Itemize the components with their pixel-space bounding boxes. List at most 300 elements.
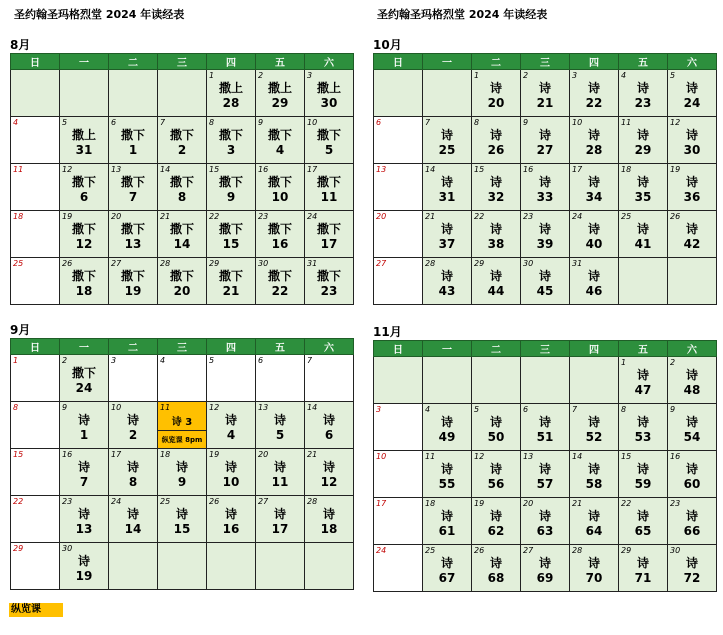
day-number: 19 <box>670 165 681 174</box>
reading-chapter: 22 <box>585 96 603 110</box>
day-number: 13 <box>523 452 534 461</box>
day-number: 17 <box>376 499 387 508</box>
weekday-header-row <box>374 54 717 70</box>
reading-chapter: 28 <box>222 96 240 110</box>
page-title-left: 圣约翰圣玛格烈堂 2024 年读经表 <box>14 8 185 21</box>
reading-chapter: 13 <box>75 522 93 536</box>
day-cell <box>305 211 354 258</box>
day-number: 6 <box>111 118 117 127</box>
day-cell <box>11 258 60 305</box>
reading-book: 撒下 <box>267 269 292 283</box>
reading-book: 撒上 <box>71 128 96 142</box>
reading-book: 诗 <box>636 368 649 382</box>
day-cell <box>60 164 109 211</box>
reading-chapter: 34 <box>585 190 603 204</box>
weekday-header: 五 <box>256 339 305 355</box>
day-number: 13 <box>111 165 122 174</box>
reading-book: 诗 <box>587 415 600 429</box>
day-number: 10 <box>111 403 122 412</box>
reading-chapter: 11 <box>271 475 289 489</box>
day-cell <box>11 543 60 590</box>
day-cell <box>11 449 60 496</box>
reading-chapter: 5 <box>324 143 334 157</box>
reading-chapter: 58 <box>585 477 603 491</box>
weekday-header: 一 <box>423 54 472 70</box>
day-cell <box>158 211 207 258</box>
reading-chapter: 30 <box>320 96 338 110</box>
reading-book: 撒上 <box>218 81 243 95</box>
day-cell <box>305 70 354 117</box>
day-number: 26 <box>670 212 681 221</box>
reading-book: 诗 <box>77 413 90 427</box>
day-number: 25 <box>13 259 24 268</box>
day-number: 19 <box>209 450 220 459</box>
day-number: 20 <box>523 499 534 508</box>
day-cell <box>374 451 423 498</box>
reading-book: 诗 <box>685 368 698 382</box>
empty-cell <box>668 258 717 305</box>
day-number: 8 <box>621 405 627 414</box>
week-row <box>11 117 354 164</box>
reading-chapter: 36 <box>683 190 701 204</box>
empty-cell <box>423 70 472 117</box>
reading-book: 诗 <box>489 175 502 189</box>
highlight-divider <box>158 430 206 431</box>
day-number: 22 <box>474 212 485 221</box>
day-number: 27 <box>523 546 534 555</box>
reading-book: 诗 <box>636 556 649 570</box>
day-number: 10 <box>572 118 583 127</box>
weekday-header: 六 <box>668 54 717 70</box>
reading-book: 诗 <box>126 413 139 427</box>
reading-book: 诗 <box>440 175 453 189</box>
reading-chapter: 17 <box>320 237 338 251</box>
reading-chapter: 16 <box>222 522 240 536</box>
reading-book: 诗 <box>489 462 502 476</box>
day-number: 30 <box>523 259 534 268</box>
day-number: 19 <box>474 499 485 508</box>
day-cell <box>619 70 668 117</box>
day-number: 24 <box>376 546 387 555</box>
day-cell <box>207 258 256 305</box>
reading-chapter: 37 <box>438 237 456 251</box>
reading-book: 诗 <box>636 415 649 429</box>
day-number: 6 <box>258 356 264 365</box>
day-cell <box>472 545 521 592</box>
day-number: 22 <box>209 212 220 221</box>
weekday-header: 一 <box>60 339 109 355</box>
reading-chapter: 54 <box>683 430 701 444</box>
reading-chapter: 27 <box>536 143 554 157</box>
reading-chapter: 1 <box>79 428 89 442</box>
reading-book: 诗 <box>126 460 139 474</box>
day-cell <box>619 117 668 164</box>
day-cell <box>60 258 109 305</box>
weekday-header: 日 <box>11 54 60 70</box>
reading-chapter: 25 <box>438 143 456 157</box>
reading-chapter: 8 <box>128 475 138 489</box>
reading-book: 诗 <box>636 81 649 95</box>
reading-chapter: 9 <box>226 190 236 204</box>
day-number: 28 <box>425 259 436 268</box>
weekday-header: 一 <box>423 341 472 357</box>
day-cell <box>11 402 60 449</box>
day-number: 9 <box>523 118 529 127</box>
day-number: 27 <box>258 497 269 506</box>
day-number: 7 <box>307 356 313 365</box>
empty-cell <box>521 357 570 404</box>
day-cell <box>60 355 109 402</box>
day-number: 15 <box>474 165 485 174</box>
day-cell <box>256 449 305 496</box>
week-row <box>11 496 354 543</box>
week-row <box>11 355 354 402</box>
reading-chapter: 12 <box>320 475 338 489</box>
week-row <box>374 258 717 305</box>
day-number: 18 <box>425 499 436 508</box>
reading-chapter: 24 <box>683 96 701 110</box>
reading-book: 诗 <box>489 128 502 142</box>
day-number: 22 <box>13 497 24 506</box>
reading-chapter: 9 <box>177 475 187 489</box>
reading-book: 撒下 <box>71 175 96 189</box>
day-cell <box>60 543 109 590</box>
day-cell <box>109 496 158 543</box>
day-number: 21 <box>572 499 583 508</box>
reading-chapter: 23 <box>634 96 652 110</box>
reading-chapter: 3 <box>226 143 236 157</box>
day-number: 26 <box>209 497 220 506</box>
day-cell <box>305 117 354 164</box>
day-number: 28 <box>160 259 171 268</box>
week-row <box>374 451 717 498</box>
weekday-header: 一 <box>60 54 109 70</box>
day-cell <box>423 498 472 545</box>
day-cell <box>472 70 521 117</box>
day-cell <box>423 404 472 451</box>
day-cell <box>668 451 717 498</box>
day-cell <box>570 70 619 117</box>
day-cell <box>619 357 668 404</box>
calendar-table <box>10 53 354 305</box>
day-cell <box>668 117 717 164</box>
day-cell <box>207 355 256 402</box>
day-number: 14 <box>307 403 318 412</box>
reading-book: 诗 <box>538 81 551 95</box>
reading-book: 撒下 <box>71 366 96 380</box>
day-number: 24 <box>307 212 318 221</box>
day-cell <box>619 451 668 498</box>
week-row <box>374 117 717 164</box>
reading-chapter: 50 <box>487 430 505 444</box>
day-cell <box>521 451 570 498</box>
reading-chapter: 53 <box>634 430 652 444</box>
day-number: 22 <box>621 499 632 508</box>
day-cell <box>668 70 717 117</box>
month-label: 8月 <box>10 38 31 52</box>
day-cell <box>472 211 521 258</box>
day-cell <box>256 402 305 449</box>
day-cell <box>668 211 717 258</box>
day-cell <box>521 117 570 164</box>
day-cell <box>207 70 256 117</box>
day-cell <box>570 545 619 592</box>
reading-book: 撒下 <box>316 175 341 189</box>
day-number: 1 <box>209 71 215 80</box>
reading-book: 撒下 <box>71 269 96 283</box>
reading-chapter: 17 <box>271 522 289 536</box>
reading-book: 诗 <box>538 128 551 142</box>
reading-book: 诗 <box>126 507 139 521</box>
month-october <box>373 38 717 305</box>
day-number: 2 <box>670 358 676 367</box>
reading-book: 撒下 <box>169 222 194 236</box>
empty-cell <box>60 70 109 117</box>
reading-book: 诗 <box>538 462 551 476</box>
reading-chapter: 59 <box>634 477 652 491</box>
reading-book: 诗 <box>322 507 335 521</box>
reading-chapter: 19 <box>124 284 142 298</box>
weekday-header: 六 <box>305 54 354 70</box>
day-number: 21 <box>307 450 318 459</box>
day-cell <box>207 164 256 211</box>
reading-chapter: 46 <box>585 284 603 298</box>
reading-book: 诗 <box>685 81 698 95</box>
reading-book: 撒上 <box>267 81 292 95</box>
weekday-header: 五 <box>256 54 305 70</box>
reading-book: 诗 <box>636 222 649 236</box>
reading-book: 诗 <box>77 554 90 568</box>
reading-chapter: 64 <box>585 524 603 538</box>
reading-chapter: 1 <box>128 143 138 157</box>
calendar-table <box>10 338 354 590</box>
day-cell <box>472 498 521 545</box>
day-cell <box>109 402 158 449</box>
day-number: 17 <box>572 165 583 174</box>
day-number: 5 <box>209 356 215 365</box>
day-number: 10 <box>376 452 387 461</box>
empty-cell <box>423 357 472 404</box>
day-cell <box>305 402 354 449</box>
day-number: 29 <box>13 544 24 553</box>
day-cell <box>256 70 305 117</box>
reading-book: 诗 <box>685 175 698 189</box>
empty-cell <box>472 357 521 404</box>
weekday-header: 五 <box>619 54 668 70</box>
day-cell <box>374 211 423 258</box>
reading-book: 诗 <box>685 462 698 476</box>
reading-chapter: 14 <box>124 522 142 536</box>
day-cell <box>60 449 109 496</box>
day-number: 16 <box>258 165 269 174</box>
weekday-header: 日 <box>11 339 60 355</box>
day-number: 21 <box>160 212 171 221</box>
day-number: 23 <box>62 497 73 506</box>
weekday-header: 三 <box>521 341 570 357</box>
day-number: 11 <box>425 452 436 461</box>
day-cell <box>374 258 423 305</box>
weekday-header: 四 <box>570 341 619 357</box>
day-cell <box>619 545 668 592</box>
day-number: 21 <box>425 212 436 221</box>
day-cell <box>619 211 668 258</box>
reading-book: 撒下 <box>120 269 145 283</box>
day-number: 23 <box>523 212 534 221</box>
reading-chapter: 2 <box>128 428 138 442</box>
legend-overview-class: 纵览课 <box>9 603 63 617</box>
reading-book: 撒下 <box>218 222 243 236</box>
page-title-right: 圣约翰圣玛格烈堂 2024 年读经表 <box>377 8 548 21</box>
reading-book: 撒下 <box>218 269 243 283</box>
week-row <box>374 70 717 117</box>
reading-book: 诗 <box>440 269 453 283</box>
reading-chapter: 29 <box>634 143 652 157</box>
weekday-header: 三 <box>521 54 570 70</box>
day-number: 23 <box>670 499 681 508</box>
empty-cell <box>256 543 305 590</box>
reading-chapter: 48 <box>683 383 701 397</box>
reading-book: 撒下 <box>267 222 292 236</box>
reading-chapter: 66 <box>683 524 701 538</box>
day-cell <box>423 545 472 592</box>
day-number: 6 <box>523 405 529 414</box>
reading-chapter: 52 <box>585 430 603 444</box>
day-number: 12 <box>62 165 73 174</box>
empty-cell <box>11 70 60 117</box>
weekday-header: 二 <box>472 341 521 357</box>
weekday-header: 六 <box>305 339 354 355</box>
day-number: 16 <box>62 450 73 459</box>
reading-chapter: 45 <box>536 284 554 298</box>
reading-chapter: 51 <box>536 430 554 444</box>
day-cell <box>423 211 472 258</box>
day-cell <box>207 496 256 543</box>
empty-cell <box>109 70 158 117</box>
day-cell <box>619 404 668 451</box>
weekday-header-row <box>11 54 354 70</box>
day-number: 14 <box>425 165 436 174</box>
day-number: 13 <box>258 403 269 412</box>
calendar-table <box>373 53 717 305</box>
reading-book: 诗 <box>489 415 502 429</box>
day-number: 4 <box>13 118 19 127</box>
week-row <box>374 211 717 258</box>
day-cell <box>472 404 521 451</box>
day-number: 14 <box>160 165 171 174</box>
reading-book: 诗 <box>489 81 502 95</box>
reading-book: 撒上 <box>316 81 341 95</box>
reading-book: 撒下 <box>169 269 194 283</box>
day-number: 25 <box>425 546 436 555</box>
reading-book: 诗 <box>489 269 502 283</box>
reading-book: 诗 <box>538 222 551 236</box>
reading-book: 诗 <box>175 460 188 474</box>
reading-chapter: 65 <box>634 524 652 538</box>
day-number: 18 <box>621 165 632 174</box>
reading-chapter: 40 <box>585 237 603 251</box>
day-cell <box>60 496 109 543</box>
reading-book: 诗 3 <box>171 417 193 428</box>
day-cell <box>423 451 472 498</box>
reading-book: 诗 <box>77 460 90 474</box>
day-cell <box>521 211 570 258</box>
day-number: 18 <box>160 450 171 459</box>
day-cell <box>11 117 60 164</box>
reading-chapter: 35 <box>634 190 652 204</box>
day-number: 12 <box>474 452 485 461</box>
day-cell <box>570 498 619 545</box>
day-number: 11 <box>621 118 632 127</box>
reading-chapter: 28 <box>585 143 603 157</box>
empty-cell <box>158 543 207 590</box>
day-number: 11 <box>13 165 24 174</box>
reading-chapter: 43 <box>438 284 456 298</box>
reading-chapter: 49 <box>438 430 456 444</box>
weekday-header: 四 <box>207 54 256 70</box>
reading-chapter: 30 <box>683 143 701 157</box>
day-cell <box>158 402 207 449</box>
week-row <box>374 357 717 404</box>
reading-chapter: 47 <box>634 383 652 397</box>
day-number: 15 <box>13 450 24 459</box>
reading-book: 诗 <box>489 556 502 570</box>
day-cell <box>109 449 158 496</box>
reading-chapter: 31 <box>75 143 93 157</box>
day-number: 7 <box>572 405 578 414</box>
reading-chapter: 67 <box>438 571 456 585</box>
empty-cell <box>570 357 619 404</box>
week-row <box>11 402 354 449</box>
day-cell <box>158 355 207 402</box>
day-cell <box>570 404 619 451</box>
day-number: 17 <box>307 165 318 174</box>
empty-cell <box>374 70 423 117</box>
day-cell <box>305 496 354 543</box>
day-cell <box>668 357 717 404</box>
day-cell <box>11 496 60 543</box>
day-cell <box>619 498 668 545</box>
day-number: 24 <box>111 497 122 506</box>
reading-book: 撒下 <box>218 175 243 189</box>
reading-book: 诗 <box>587 175 600 189</box>
day-cell <box>158 496 207 543</box>
day-number: 25 <box>621 212 632 221</box>
empty-cell <box>305 543 354 590</box>
day-number: 31 <box>572 259 583 268</box>
reading-chapter: 12 <box>75 237 93 251</box>
day-number: 12 <box>670 118 681 127</box>
reading-book: 诗 <box>685 509 698 523</box>
day-number: 8 <box>209 118 215 127</box>
day-number: 24 <box>572 212 583 221</box>
day-cell <box>668 164 717 211</box>
reading-chapter: 55 <box>438 477 456 491</box>
day-cell <box>60 402 109 449</box>
day-number: 3 <box>376 405 382 414</box>
reading-book: 诗 <box>273 507 286 521</box>
reading-book: 诗 <box>685 556 698 570</box>
month-august <box>10 38 354 305</box>
reading-chapter: 26 <box>487 143 505 157</box>
reading-book: 诗 <box>587 128 600 142</box>
day-number: 9 <box>258 118 264 127</box>
reading-book: 撒下 <box>267 128 292 142</box>
reading-book: 诗 <box>224 413 237 427</box>
reading-chapter: 60 <box>683 477 701 491</box>
day-cell <box>570 117 619 164</box>
reading-chapter: 72 <box>683 571 701 585</box>
day-cell <box>521 258 570 305</box>
